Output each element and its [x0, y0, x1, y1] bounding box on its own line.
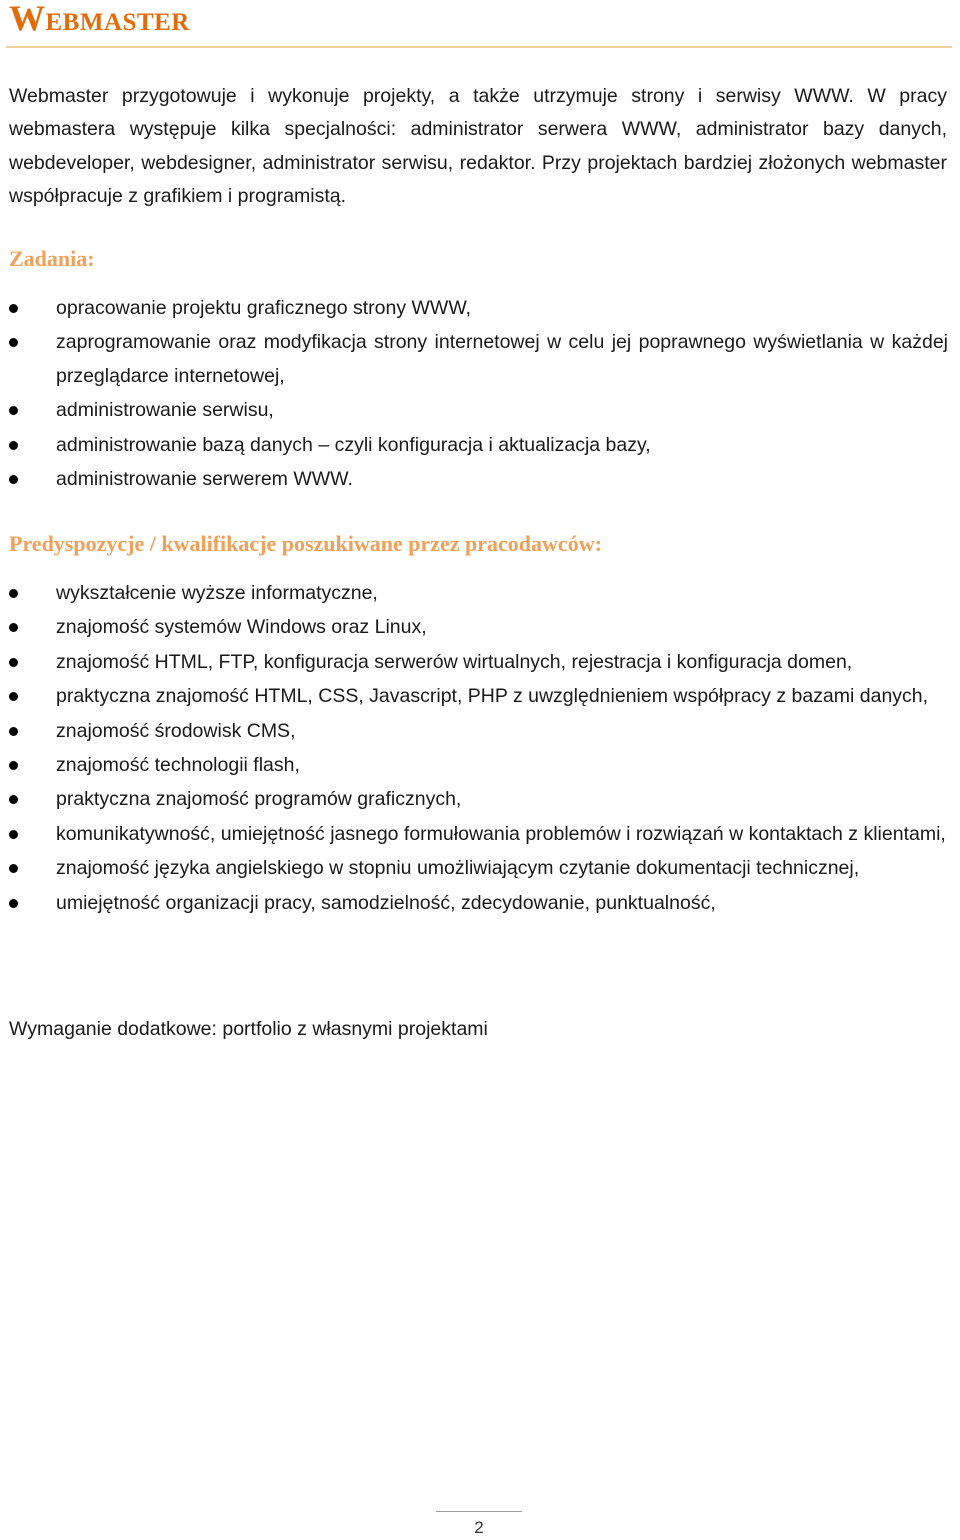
tasks-heading: Zadania: — [9, 246, 95, 271]
list-item — [0, 646, 948, 680]
list-item-text: znajomość środowisk CMS, — [56, 719, 296, 742]
list-item-text: opracowanie projektu graficznego strony WWW, — [56, 297, 472, 319]
list-item-text: wykształcenie wyższe informatyczne, — [56, 582, 378, 604]
list-item-text: praktyczna znajomość programów graficznych, — [56, 788, 462, 811]
list-item — [0, 715, 948, 749]
bullet-icon — [9, 338, 18, 347]
intro-paragraph: Webmaster przygotowuje i wykonuje projekty, a także utrzymuje strony i serwisy WWW. W pracy webmastera występuje kilka specjalności: administrator serwera WWW, administrator bazy danych, webdeveloper, webdesigner, administrator serwisu, redaktor. Przy projektach bardziej złożonych webmaster współpracuje z grafikiem i programistą. — [9, 85, 947, 207]
bullet-icon — [9, 830, 18, 839]
list-item — [0, 611, 948, 645]
additional-requirement: Wymaganie dodatkowe: portfolio z własnymi projektami — [9, 1018, 488, 1040]
list-item — [0, 577, 948, 611]
tasks-list — [0, 292, 948, 497]
list-item-text: zaprogramowanie oraz modyfikacja strony internetowej w celu jej poprawnego wyświetlania w każdej przeglądarce internetowej, — [56, 331, 948, 387]
bullet-icon — [9, 899, 18, 908]
bullet-icon — [9, 475, 18, 484]
bullet-icon — [9, 761, 18, 770]
page-number: 2 — [474, 1518, 484, 1537]
list-item-text: administrowanie serwisu, — [56, 399, 274, 422]
list-item — [0, 783, 948, 817]
bullet-icon — [9, 589, 18, 598]
bullet-icon — [9, 692, 18, 701]
qualifications-list — [0, 577, 948, 921]
page-title: Webmaster — [9, 0, 190, 38]
qualifications-heading: Predyspozycje / kwalifikacje poszukiwane przez pracodawców: — [9, 531, 602, 556]
list-item-text: komunikatywność, umiejętność jasnego formułowania problemów i rozwiązań w kontaktach z klientami, — [56, 822, 946, 845]
list-item-text: administrowanie bazą danych – czyli konfiguracja i aktualizacja bazy, — [56, 433, 651, 456]
list-item-text: umiejętność organizacji pracy, samodzielność, zdecydowanie, punktualność, — [56, 891, 716, 914]
list-item — [0, 394, 948, 428]
bullet-icon — [9, 727, 18, 736]
list-item-text: znajomość HTML, FTP, konfiguracja serwerów wirtualnych, rejestracja i konfiguracja domen, — [56, 650, 853, 673]
list-item — [0, 749, 948, 783]
bullet-icon — [9, 406, 18, 415]
list-item-text: praktyczna znajomość HTML, CSS, Javascript, PHP z uwzględnieniem współpracy z bazami danych, — [56, 685, 929, 708]
list-item — [0, 887, 948, 921]
bullet-icon — [9, 864, 18, 873]
list-item — [0, 429, 948, 463]
bullet-icon — [9, 658, 18, 667]
list-item — [0, 292, 948, 326]
bullet-icon — [9, 795, 18, 804]
list-item — [0, 463, 948, 497]
footer-divider — [436, 1511, 522, 1512]
list-item — [0, 818, 948, 852]
bullet-icon — [9, 623, 18, 632]
bullet-icon — [9, 304, 18, 313]
list-item — [0, 680, 948, 714]
list-item-text: administrowanie serwerem WWW. — [56, 468, 353, 491]
list-item — [0, 326, 948, 393]
bullet-icon — [9, 441, 18, 450]
list-item — [0, 852, 948, 886]
list-item-text: znajomość systemów Windows oraz Linux, — [56, 616, 427, 639]
list-item-text: znajomość technologii flash, — [56, 753, 300, 776]
list-item-text: znajomość języka angielskiego w stopniu umożliwiającym czytanie dokumentacji technicznej, — [56, 857, 860, 880]
title-divider — [6, 46, 952, 48]
